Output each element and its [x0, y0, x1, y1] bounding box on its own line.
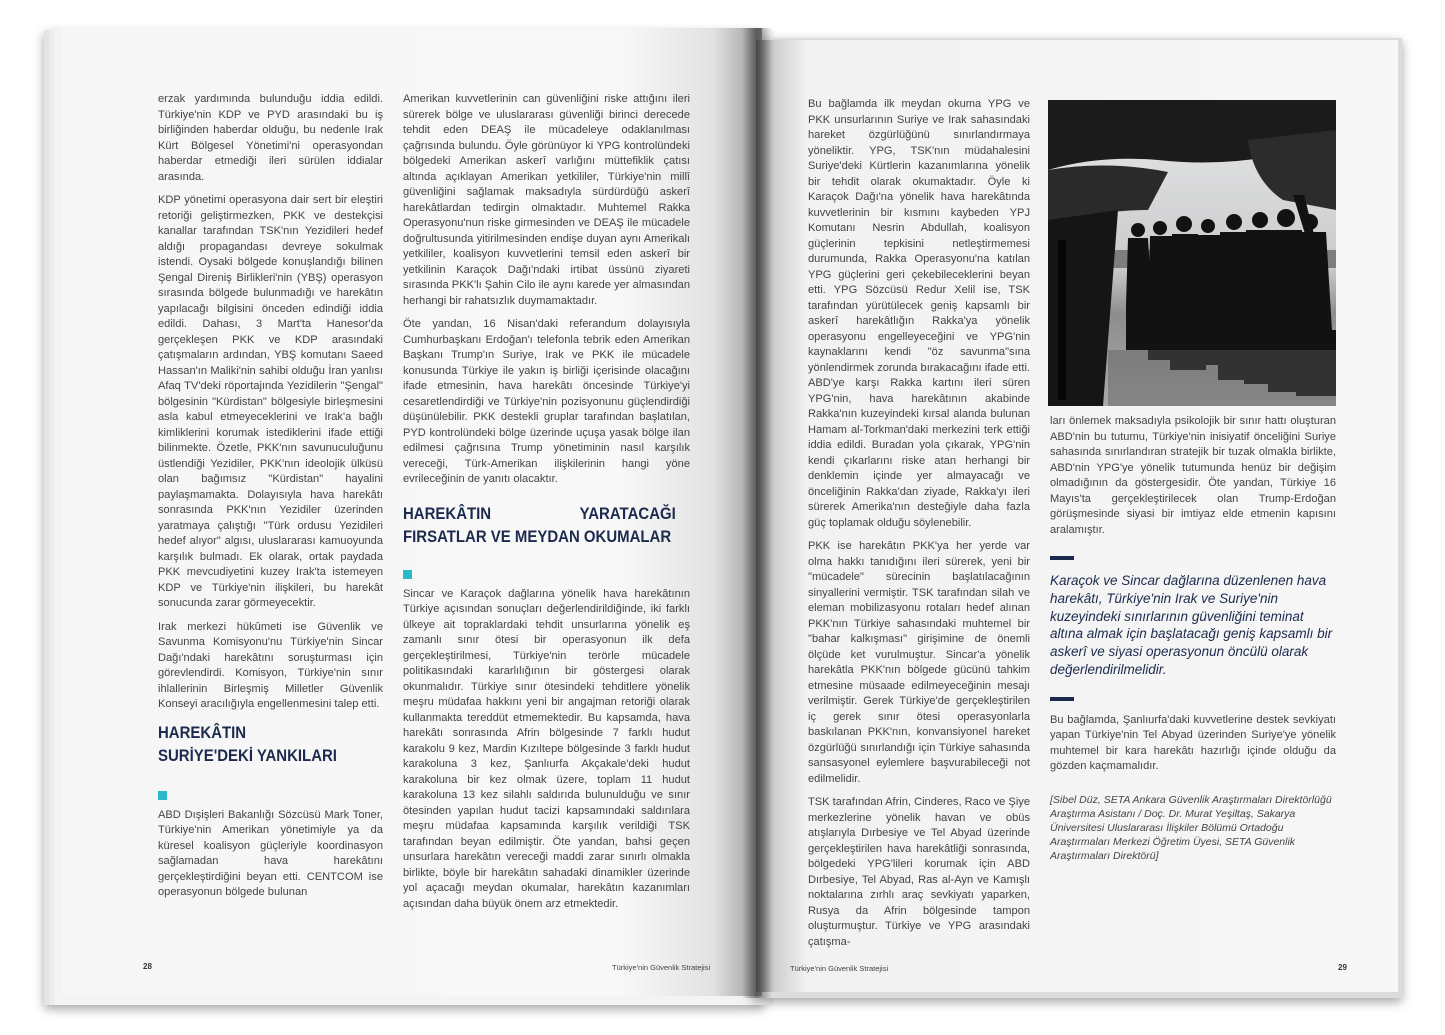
paragraph: Sincar ve Karaçok dağlarına yönelik hava harekâtının Türkiye açısından sonuçları değerlendirildiğinde, iki farklı ülkeye ait topraklardaki tehdit unsurlarına yönelik eş zamanlı sınır ötesi bir operasyonun ilk defa gerçekleştirilmesi, Türkiye'nin terörle mücadele politikasındaki kararlılığının bir göstergesi olarak okunmalıdır. Türkiye sınır ötesindeki tehditlere yönelik meşru müdafaa hakkını yeni bir angajman retoriği olarak kullanmakta tereddüt etmemektedir. Bu kapsamda, hava harekâtı sonrasında Afrin bölgesinde 7 farklı hudut karakolu 9 kez, Mardin Kızıltepe bölgesinde 3 farklı hudut karakoluna 3 kez, Şanlıurfa Akçakale'deki hudut karakoluna bir kez olmak üzere, toplam 11 hudut karakoluna 13 kez silahlı saldırıda bulunulduğu ve sınır ötesinden yapılan hudut tacizi kapsamındaki saldırılara meşru müdafaa kapsamında karşılık verildiği TSK tarafından beyan edilmiştir. Öte yandan, bahsi geçen unsurlara harekâtın vereceği maddi zarar sınırlı olmakla birlikte, böyle bir harekâtın sahadaki dinamikler üzerinde yol açacağı meydan okumalar, harekâtın kazanımları açısından daha büyük önem arz etmektedir. [403, 587, 690, 910]
quote-rule-bottom [1050, 697, 1074, 701]
paragraph: ları önlemek maksadıyla psikolojik bir sınır hattı oluşturan ABD'nin bu tutumu, Türkiye'nin inisiyatif önceliğini Suriye sahasında sınırlandıran stratejik bir tuzak olmakla birlikte, ABD'nin YPG'ye yönelik tutumunda henüz bir değişim olmadığının da göstergesidir. Öte yandan, Türkiye 16 Mayıs'ta gerçekleştirilecek olan Trump-Erdoğan görüşmesinde siyasi bir imtiyaz elde etmenin kapısını aralamıştır. [1050, 415, 1336, 536]
paragraph: Irak merkezi hükûmeti ise Güvenlik ve Savunma Komisyonu'nu Türkiye'nin Sincar Dağı'ndaki harekâtını soruşturması için görevlendirdi. Komisyon, Türkiye'nin sınır ihlallerinin Birleşmiş Milletler Güvenlik Konseyi aracılığıyla engellenmesini talep etti. [158, 620, 383, 710]
running-title-left: Türkiye'nin Güvenlik Stratejisi [612, 963, 711, 972]
left-column-1 [158, 92, 383, 909]
soldiers-boarding-aircraft-photo [1048, 100, 1336, 406]
paragraph: KDP yönetimi operasyona dair sert bir eleştiri retoriği geliştirmezken, PKK ve destekçisi kanallar tarafından TSK'nın Yezidileri hedef aldığı propagandası devreye sokulmak istendi. Oysaki bölgede konuşlandığı bilinen Şengal Direniş Birlikleri'nin (YBŞ) operasyon sırasında bölgede bulunmadığı ve harekâtın yapılacağı bilgisini önceden edindiği iddia edildi. Dahası, 3 Mart'ta Hanesor'da gerçekleşen PKK ve KDP arasındaki çatışmaların ardından, YBŞ komutanı Saeed Hassan'ın Maliki'nin sahibi olduğu İran yanlısı Afaq TV'deki röportajında Yezidilerin "Şengal" bölgesinin "Kürdistan" bölgesiyle birleşmesini asla kabul etmeyeceklerini ve Irak'a bağlı kimliklerini korumak istediklerini ifade ettiği bilinmekte. Özetle, PKK'nın savunuculuğunu üstlendiği Yezidiler, PKK'nın ideolojik ülküsü olan bağımsız "Kürdistan" hayalini paylaşmamakta. Dolayısıyla hava harekâtı sonrasında PKK'nın Yezidiler üzerinden yaratmaya çalıştığı "Türk ordusu Yezidileri hedef alıyor" algısı, uluslararası kamuoyunda karşılık bulmadı. Ek olarak, ortak paydada PKK mevcudiyetini kuzey Irak'ta istemeyen KDP ve Türkiye'nin ilişkileri, bu harekât sonucunda zarar görmeyecektir. [158, 194, 383, 609]
section-marker [158, 791, 167, 800]
paragraph: PKK ise harekâtın PKK'ya her yerde var olma hakkı tanıdığını ileri sürerek, yeni bir "mücadele" sürecinin başlatılacağının sinyallerini vermiştir. TSK tarafından silah ve eleman mobilizasyonu rotaları hedef alınan PKK'nın Türkiye sahasındaki muhtemel bir "bahar kalkışması" girişimine de önemli ölçüde ket vurulmuştur. Sincar'a yönelik harekâtla PKK'nın bölgede gücünü tahkim etmesine müsaade edilmeyeceğinin mesajı verilmiştir. Gerek Türkiye'de gerçekleştirilen iç gerek sınır ötesi operasyonlarla baskılanan PKK'nın, konvansiyonel hareket özgürlüğü sınırlandığı için Türkiye sahasında sansasyonel eylemlere başvurabileceği not edilmelidir. [808, 540, 1030, 785]
paragraph: ABD Dışişleri Bakanlığı Sözcüsü Mark Toner, Türkiye'nin Amerikan yönetimiyle ya da küresel koalisyon güçleriyle koordinasyon sağlamadan hava harekâtını gerçekleştirdiğini beyan etti. CENTCOM ise operasyonun bölgede bulunan [158, 808, 383, 898]
page-number-right: 29 [1338, 963, 1347, 972]
quote-rule-top [1050, 556, 1074, 560]
paragraph: Bu bağlamda ilk meydan okuma YPG ve PKK unsurlarının Suriye ve Irak sahasındaki hareket özgürlüğünü sınırlandırmaya yöneliktir. YPG, TSK'nın müdahalesini Suriye'deki Kürtlerin kazanımlarına yönelik bir tehdit olarak okumaktadır. Öyle ki Karaçok Dağı'na yönelik hava harekâtında kuvvetlerinin bir kısmını kaybeden YPJ Komutanı Nesrin Abdullah, koalisyon güçlerinin tepkisini netleştirmemesi durumunda, Rakka Operasyonu'na katılan YPG güçlerini geri çekebileceklerini beyan etti. YPG Sözcüsü Redur Xelil ise, TSK tarafından yürütülecek geniş kapsamlı bir askerî harekâtlığın Rakka'ya yönelik operasyonu engelleyeceğini ve YPG'nin kaynaklarını kendi "öz savunma"sına yönlendirmek zorunda bırakacağını ifade etti. ABD'ye karşı Rakka kartını ileri süren YPG'nin, hava harekâtının akabinde Rakka'nın kuzeyindeki kırsal alanda bulunan Hamam al-Torkman'daki merkezini terk ettiği iddia edildi. Buradan yola çıkarak, YPG'nin kendi çıkarlarını riske atan herhangi bir denklemin içinde yer almayacağı ve önceliğinin Rakka'dan ziyade, Rakka'yı ileri sürerek Amerika'nın desteğiyle daha fazla güç toplamak olduğu söylenebilir. [808, 98, 1030, 529]
left-column-2 [403, 92, 690, 920]
section-marker [403, 570, 412, 579]
running-title-right: Türkiye'nin Güvenlik Stratejisi [790, 964, 889, 973]
right-column-2 [1050, 414, 1336, 871]
right-column-1 [808, 97, 1030, 958]
paragraph: Öte yandan, 16 Nisan'daki referandum dolayısıyla Cumhurbaşkanı Erdoğan'ı telefonla tebrik eden Amerikan Başkanı Trump'ın Suriye, Irak ve PKK ile mücadele konusunda Türkiye ile yakın iş birliği içerisinde olacağını ifade etmesinin, hava harekâtı öncesinde Türkiye'yi cesaretlendirdiği ve Türkiye'nin pozisyonunu güçlendirdiği düşünülebilir. PKK destekli gruplar tarafından başlatılan, PYD kontrolündeki bölge üzerinde uçuşa yasak bölge ilan edilmesi çağrısına Trump yönetiminin nasıl karşılık vereceği, Türk-Amerikan ilişkilerinin hangi yöne evrileceğinin de yanıtı olacaktır. [403, 318, 690, 485]
paragraph: erzak yardımında bulunduğu iddia edildi. Türkiye'nin KDP ve PYD arasındaki bu iş birliğinden haberdar olduğu, bu nedenle Irak Kürt Bölgesel Yönetimi'ni operasyondan haberdar etmediği ileri sürülen iddialar arasında. [158, 93, 383, 183]
page-number-left: 28 [143, 962, 152, 971]
book-gutter [742, 28, 772, 998]
paragraph: Amerikan kuvvetlerinin can güvenliğini riske attığını ileri sürerek bölge ve uluslararası güvenliği birinci derecede tehdit eden DEAŞ ile mücadeleye odaklanılması çağrısında bulundu. Öyle görünüyor ki YPG kontrolündeki bölgedeki Amerikan askerî varlığını müttefiklik çatısı altında açıklayan Amerikan yetkililer, Türkiye'nin millî güvenliğini sağlamak maksadıyla sürdürdüğü askerî harekâtlardan tedirgin olmaktadır. Muhtemel Rakka Operasyonu'nun riske girmesinden ve DEAŞ ile mücadele doğrultusunda yitirilmesinden endişe duyan aynı Amerikalı yetkililer, koalisyon kuvvetlerini temsil eden askerî bir yetkilinin Karaçok Dağı'ndaki irtibat üssünü ziyareti sırasında PKK'lı Şahin Cilo ile aynı karede yer almasından herhangi bir rahatsızlık duymamaktadır. [403, 93, 690, 307]
paragraph: Bu bağlamda, Şanlıurfa'daki kuvvetlerine destek sevkiyatı yapan Türkiye'nin Tel Abyad üzerinden Suriye'ye yönelik muhtemel bir kara harekâtı hazırlığı içinde olduğu da gözden kaçmamalıdır. [1050, 713, 1336, 773]
section-heading: HAREKÂTIN YARATACAĞI FIRSATLAR VE MEYDAN OKUMALAR [403, 503, 676, 546]
paragraph: TSK tarafından Afrin, Cinderes, Raco ve Şiye merkezlerine yönelik havan ve obüs atışlarıyla Dırbesiye ve Tel Abyad üzerinde gerçekleştirilen hava harekâtliği sonrasında, bölgedeki YPG'lileri korumak için ABD Dırbesiye, Tel Abyad, Ras al-Ayn ve Kamışlı noktalarına zırhlı araç sevkiyatı yaparken, Rusya da Afrin bölgesinde tampon oluşturmuştur. Türkiye ve YPG arasındaki çatışma- [808, 796, 1030, 948]
section-heading: HAREKÂTIN SURİYE'DEKİ YANKILARI [158, 722, 337, 765]
author-bio: [Sibel Düz, SETA Ankara Güvenlik Araştırmaları Direktörlüğü Araştırma Asistanı / Doç. Dr. Murat Yeşiltaş, Sakarya Üniversitesi Uluslararası İlişkiler Bölümü Ortadoğu Araştırmaları Merkezi Öğretim Üyesi, SETA Güvenlik Araştırmaları Direktörü] [1050, 793, 1332, 862]
pull-quote: Karaçok ve Sincar dağlarına düzenlenen hava harekâtı, Türkiye'nin Irak ve Suriye'nin kuzeyindeki sınırlarının güvenliğini teminat altına almak için başlatacağı geniş kapsamlı bir askerî ve siyasi operasyonun öncülü olarak değerlendirilmelidir. [1050, 573, 1333, 677]
